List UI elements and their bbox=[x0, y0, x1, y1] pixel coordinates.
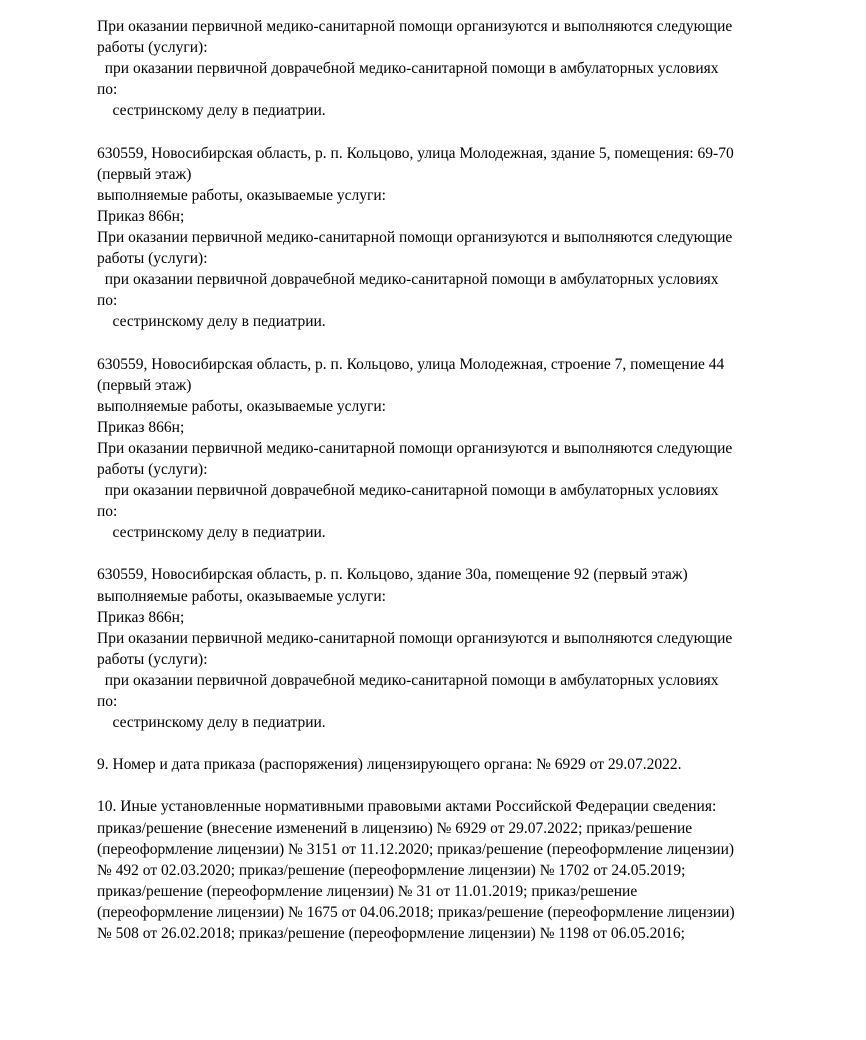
text-line: сестринскому делу в педиатрии. bbox=[97, 313, 326, 331]
text-line: При оказании первичной медико-санитарной помощи организуются и выполняются следующие bbox=[97, 228, 733, 246]
text-line: (первый этаж) bbox=[97, 165, 192, 183]
section-10-heading: 10. Иные установленные нормативными правовыми актами Российской Федерации сведения: bbox=[97, 798, 717, 816]
text-line: Приказ 866н; bbox=[97, 608, 185, 626]
text-line: При оказании первичной медико-санитарной помощи организуются и выполняются следующие bbox=[97, 18, 733, 35]
service-block bbox=[97, 16, 837, 121]
address-block bbox=[97, 564, 837, 733]
document-page bbox=[97, 16, 837, 944]
address-line: 630559, Новосибирская область, р. п. Кольцово, улица Молодежная, строение 7, помещение 44 bbox=[97, 355, 725, 373]
address-block bbox=[97, 354, 837, 544]
text-line: (переоформление лицензии) № 3151 от 11.12.2020; приказ/решение (переоформление лицензии) bbox=[97, 840, 735, 858]
section-10-other-info bbox=[97, 796, 837, 944]
text-line: Приказ 866н; bbox=[97, 418, 185, 436]
text-line: приказ/решение (переоформление лицензии) № 31 от 11.01.2019; приказ/решение bbox=[97, 882, 638, 900]
text-line: № 508 от 26.02.2018; приказ/решение (переоформление лицензии) № 1198 от 06.05.2016; bbox=[97, 925, 685, 943]
text-line: по: bbox=[97, 693, 118, 710]
text-line: выполняемые работы, оказываемые услуги: bbox=[97, 397, 386, 415]
text-line: выполняемые работы, оказываемые услуги: bbox=[97, 587, 386, 605]
text-line: работы (услуги): bbox=[97, 460, 208, 478]
text-line: работы (услуги): bbox=[97, 650, 208, 668]
text-line: при оказании первичной доврачебной медико-санитарной помощи в амбулаторных условиях bbox=[97, 60, 719, 78]
text-line: приказ/решение (внесение изменений в лицензию) № 6929 от 29.07.2022; приказ/решение bbox=[97, 819, 693, 837]
text-line: при оказании первичной доврачебной медико-санитарной помощи в амбулаторных условиях bbox=[97, 671, 719, 689]
text-line: по: bbox=[97, 292, 118, 310]
text-line: работы (услуги): bbox=[97, 39, 208, 57]
section-9-order: 9. Номер и дата приказа (распоряжения) лицензирующего органа: № 6929 от 29.07.2022. bbox=[97, 756, 682, 774]
paragraph-gap bbox=[97, 332, 837, 353]
text-line: № 492 от 02.03.2020; приказ/решение (переоформление лицензии) № 1702 от 24.05.2019; bbox=[97, 861, 686, 879]
text-line: при оказании первичной доврачебной медико-санитарной помощи в амбулаторных условиях bbox=[97, 482, 719, 500]
address-line: 630559, Новосибирская область, р. п. Кольцово, улица Молодежная, здание 5, помещения: 69-70 bbox=[97, 144, 734, 162]
text-line: (переоформление лицензии) № 1675 от 04.06.2018; приказ/решение (переоформление лицензии) bbox=[97, 903, 735, 921]
text-line: при оказании первичной доврачебной медико-санитарной помощи в амбулаторных условиях bbox=[97, 271, 719, 289]
paragraph-gap bbox=[97, 775, 837, 796]
text-line: сестринскому делу в педиатрии. bbox=[97, 102, 326, 120]
text-line: сестринскому делу в педиатрии. bbox=[97, 524, 326, 542]
text-line: по: bbox=[97, 81, 118, 99]
text-line: Приказ 866н; bbox=[97, 207, 185, 225]
text-line: При оказании первичной медико-санитарной помощи организуются и выполняются следующие bbox=[97, 439, 733, 457]
text-line: работы (услуги): bbox=[97, 250, 208, 268]
paragraph-gap bbox=[97, 733, 837, 754]
paragraph-gap bbox=[97, 121, 837, 142]
address-block bbox=[97, 143, 837, 333]
text-line: (первый этаж) bbox=[97, 376, 192, 394]
paragraph-gap bbox=[97, 543, 837, 564]
text-line: сестринскому делу в педиатрии. bbox=[97, 714, 326, 732]
text-line: по: bbox=[97, 503, 118, 521]
text-line: выполняемые работы, оказываемые услуги: bbox=[97, 186, 386, 204]
address-line: 630559, Новосибирская область, р. п. Кольцово, здание 30а, помещение 92 (первый этаж) bbox=[97, 566, 688, 584]
text-line: При оказании первичной медико-санитарной помощи организуются и выполняются следующие bbox=[97, 629, 733, 647]
